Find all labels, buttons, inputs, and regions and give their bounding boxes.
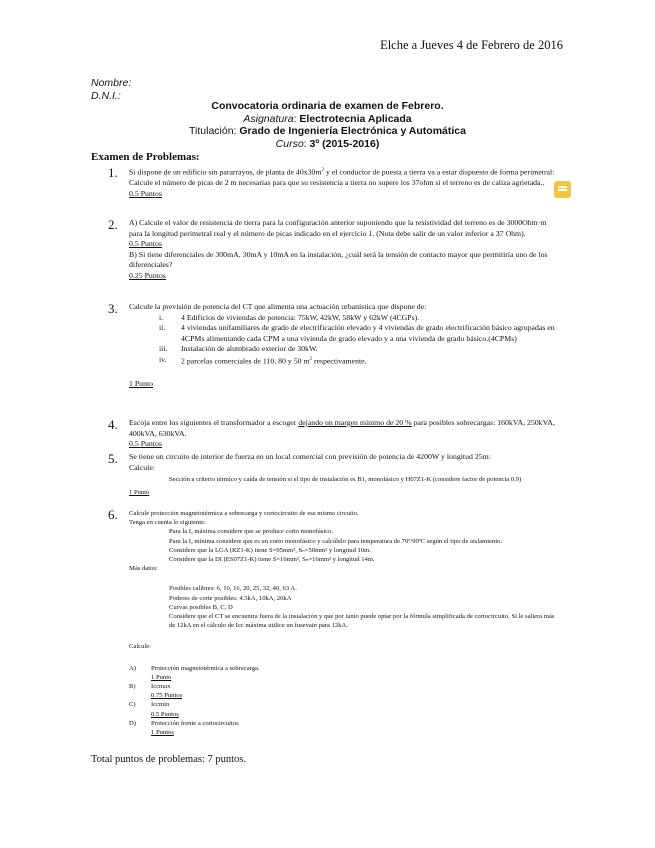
q6-part: D) Protección frente a cortocircuitos 1 Puntos <box>129 719 239 737</box>
q3-points: 1 Punto <box>129 379 154 389</box>
q5-detail: Sección a criterio térmico y caída de tensión si el tipo de instalación es B1, monofásico y H07Z1-K (considere factor de potencia 0.9) <box>169 476 522 484</box>
q6-tenga: Tenga en cuenta lo siguiente: <box>129 519 206 527</box>
q2-part-a: A) Calcule el valor de resistencia de tierra para la configuración anterior suponiendo que la resistividad del terreno es de 3000Ohm·m para la longitud perimetral real y el número de picas indicado en el ejercicio 1. (Nota debe salir de un valor inferior a 37 Ohm). <box>129 218 547 238</box>
q6-mas: Más datos: <box>129 565 158 573</box>
q6-intro: Calcule protección magnetotérmica a sobrecarga y cortocircuito de ese mismo circuito. <box>129 510 359 517</box>
q3-item: iii. Instalación de alumbrado exterior de 30kW. <box>159 344 318 354</box>
q6-data-line: Considere que el CT se encuentra fuera de la instalación y que por tanto puede optar por la fórmula simplificada de cortocircuito. Si le saliera más de 12kA en el cálculo de Icc máxima utilice un fusevain para 12kA. <box>169 613 555 630</box>
q5-points: 1 Punto <box>129 489 150 497</box>
q6-data-line: Posibles calibres: 6, 10, 16, 20, 25, 32, 40, 63 A. <box>169 585 297 593</box>
asignatura-value: Electrotecnia Aplicada <box>299 112 412 125</box>
q6-data-line: Curvas posibles B, C, D <box>169 603 233 611</box>
date-line: Elche a Jueves 4 de Febrero de 2016 <box>380 38 563 52</box>
q4-underline: dejando un margen mínimo de 20 % <box>298 418 412 427</box>
question-number: 2. <box>108 217 118 232</box>
q6-line: Considere que la DI (ES07Z1-K) tiene S=16mm², Sₙ=16mm² y longitud 14m. <box>169 556 375 564</box>
q1-sup: 2 <box>321 168 324 173</box>
q1-text-b: y el conductor de puesta a tierra va a estar dispuesto de forma perimetral: <box>324 167 555 177</box>
question-number: 4. <box>108 417 118 432</box>
q6-part: C) Iccmin 0.5 Puntos <box>129 701 179 718</box>
nombre-label: Nombre: <box>91 77 132 89</box>
q6-calcule: Calcule: <box>129 643 151 651</box>
exam-title: Convocatoria ordinaria de examen de Febrero. <box>211 100 444 112</box>
q4-text: Escoja entre los siguientes el transformador a escoger <box>129 418 299 427</box>
q6-line: Para la Iₐ mínima considere que es un corto monofásico y calcúlelo para temperatura de 70º/90ºC según el tipo de aislamiento. <box>169 537 503 545</box>
q5-intro: Se tiene un circuito de interior de fuerza en un local comercial con previsión de potencia de 4200W y longitud 25m: <box>129 452 491 461</box>
exam-heading: Examen de Problemas: <box>91 151 200 163</box>
q2-part-b: B) Si tiene diferenciales de 300mA, 30mA y 10mA en la instalación, ¿cuál será la tensión de contacto mayor que permitiría uno de los diferenciales? <box>129 249 548 270</box>
exam-header: Convocatoria ordinaria de examen de Febrero. Asignatura: Electrotecnia Aplicada Titulación: Grado de Ingeniería Electrónica y Automática Curso: 3º (2015-2016) <box>189 100 466 150</box>
dni-label: D.N.I.: <box>91 90 121 102</box>
q3-item: i. 4 Edificios de viviendas de potencia: 75kW, 42kW, 58kW y 62kW (4CGPs). <box>159 312 420 322</box>
q2-b-points: 0.25 Puntos <box>129 270 166 280</box>
q6-line: Para la Iₐ máxima considere que se produce corto monofásico. <box>169 528 334 536</box>
q1-text-2: Calcule el número de picas de 2 m necesarias para que su resistencia a tierra no supere los 37ohm si el terreno es de caliza agrietada.. <box>129 178 545 188</box>
titulacion-label: Titulación: <box>189 125 237 137</box>
q1-points: 0.5 Puntos <box>129 188 162 198</box>
q3-intro: Calcule la previsión de potencia del CT que alimenta una actuación urbanística que dispone de: <box>129 302 427 311</box>
q2-a-points: 0.5 Puntos <box>129 239 162 249</box>
titulacion-value: Grado de Ingeniería Electrónica y Automática <box>239 125 466 137</box>
question-number: 5. <box>108 451 118 466</box>
q3-item: ii. 4 viviendas unifamiliares de grado de electrificación elevado y 4 viviendas de grado electrificación básico agrupadas en 4CPMs alimentando cada CPM a una vivienda de grado elevado y a una vivienda de grado básico.(4CPMs) <box>159 323 555 343</box>
q6-part: A) Protección magnetotérmica a sobrecarga. 1 Punto <box>129 664 260 681</box>
q4-points: 0.5 Puntos <box>129 439 162 449</box>
total-points: Total puntos de problemas: 7 puntos. <box>91 754 246 765</box>
curso-value: 3º (2015-2016) <box>309 137 380 150</box>
q6-data-line: Poderes de corte posibles: 4.5kA, 10kA, 20kA <box>169 594 292 602</box>
q1-text: Si dispone de un edificio sin pararrayos, de planta de 40x30m <box>129 167 322 177</box>
question-number: 3. <box>108 301 118 316</box>
asignatura-label: Asignatura <box>243 112 294 125</box>
q6-part: B) Iccmax 0.75 Puntos <box>129 683 183 700</box>
question-number: 6. <box>108 507 118 522</box>
q5-calc: Calcule: <box>129 462 155 472</box>
q4-text-b: para posibles sobrecargas: 160kVA, 250kVA, 400kVA, 630kVA. <box>129 418 555 438</box>
q3-item: iv. 2 parcelas comerciales de 110, 80 y 50 $m^2$ respectivamente. <box>159 354 367 366</box>
q6-line: Considere que la LGA (RZ1-K) tiene S=95mm², Sₙ=50mm² y longitud 10m. <box>169 546 371 554</box>
curso-label: Curso <box>275 137 304 150</box>
question-number: 1. <box>108 165 118 180</box>
